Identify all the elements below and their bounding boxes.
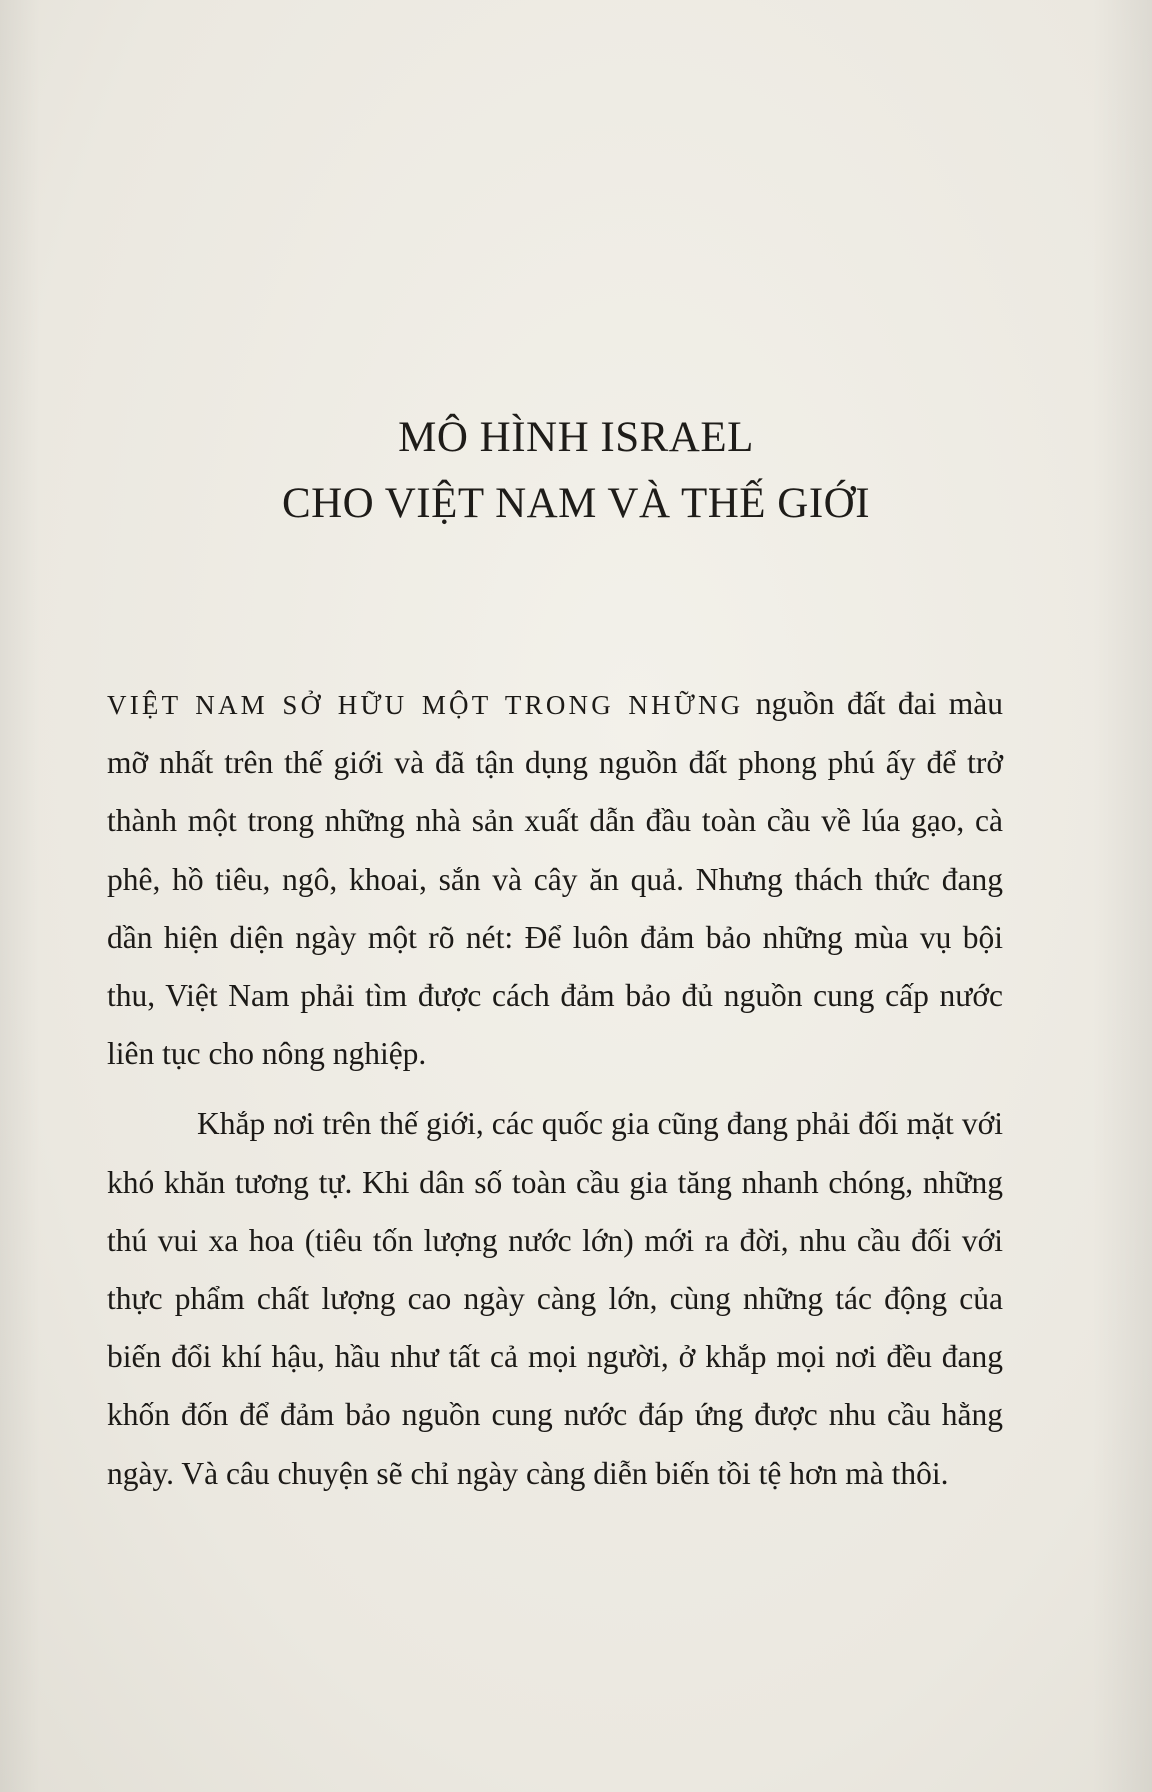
- paragraph-1-text: nguồn đất đai màu mỡ nhất trên thế giới và đã tận dụng nguồn đất phong phú ấy để trở thành một trong những nhà sản xuất dẫn đầu toàn cầu về lúa gạo, cà phê, hồ tiêu, ngô, khoai, sắn và cây ăn quả. Nhưng thách thức đang dần hiện diện ngày một rõ nét: Để luôn đảm bảo những mùa vụ bội thu, Việt Nam phải tìm được cách đảm bảo đủ nguồn cung cấp nước liên tục cho nông nghiệp.: [107, 686, 1003, 1072]
- chapter-body: [107, 675, 1003, 1503]
- paragraph-1-lead-in: VIỆT NAM SỞ HỮU MỘT TRONG NHỮNG: [107, 690, 744, 720]
- chapter-title-line-1: MÔ HÌNH ISRAEL: [398, 414, 754, 461]
- chapter-title-line-2: CHO VIỆT NAM VÀ THẾ GIỚI: [281, 480, 871, 527]
- chapter-title: [0, 405, 1152, 537]
- paragraph-1: [107, 675, 1003, 1083]
- page-edge-shadow: [1092, 0, 1152, 1792]
- paragraph-2: Khắp nơi trên thế giới, các quốc gia cũng đang phải đối mặt với khó khăn tương tự. Khi dân số toàn cầu gia tăng nhanh chóng, những thú vui xa hoa (tiêu tốn lượng nước lớn) mới ra đời, nhu cầu đối với thực phẩm chất lượng cao ngày càng lớn, cùng những tác động của biến đổi khí hậu, hầu như tất cả mọi người, ở khắp mọi nơi đều đang khốn đốn để đảm bảo nguồn cung nước đáp ứng được nhu cầu hằng ngày. Và câu chuyện sẽ chỉ ngày càng diễn biến tồi tệ hơn mà thôi.: [107, 1106, 1003, 1491]
